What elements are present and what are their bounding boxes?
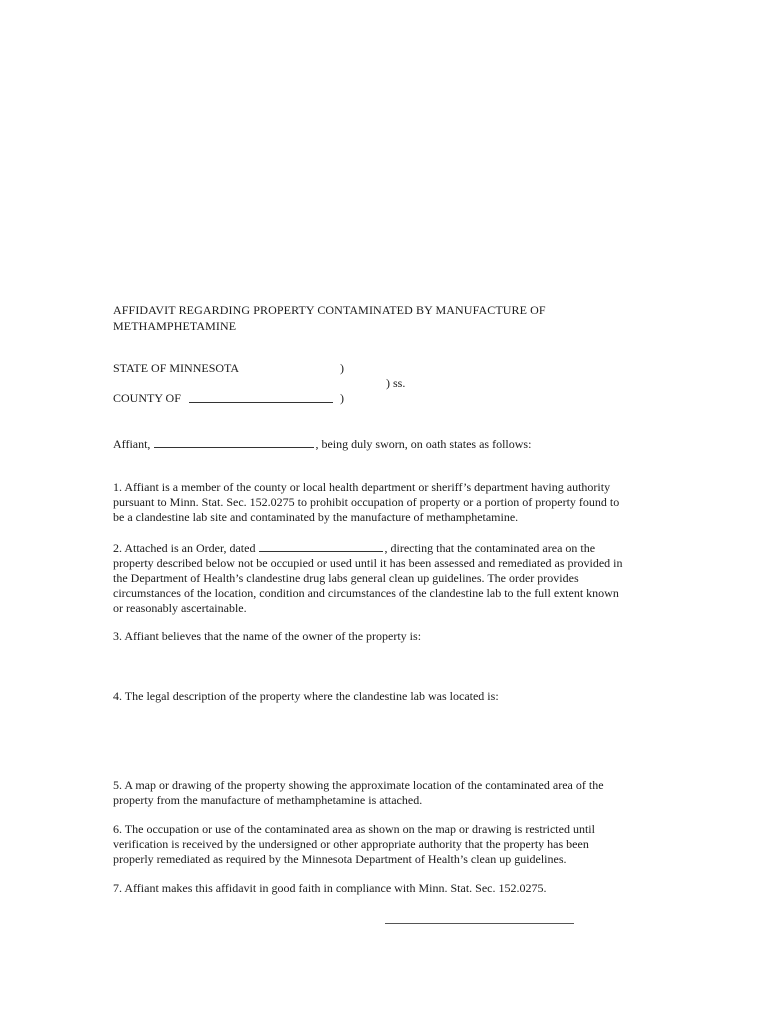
p5-line-1: 5. A map or drawing of the property showing the approximate location of the contaminated area of the	[113, 778, 604, 792]
paragraph-1	[113, 480, 658, 525]
venue-ss: ) ss.	[386, 376, 406, 390]
p1-line-3: be a clandestine lab site and contaminated by the manufacture of methamphetamine.	[113, 510, 519, 524]
affiant-name-blank[interactable]	[154, 436, 314, 448]
p2-line-5: or reasonably ascertainable.	[113, 601, 247, 615]
affiant-prefix: Affiant,	[113, 437, 151, 451]
paragraph-7	[113, 881, 658, 896]
p2-line-2: property described below not be occupied or used until it has been assessed and remediated as provided in	[113, 556, 623, 570]
p1-line-1: 1. Affiant is a member of the county or local health department or sheriff’s department having authority	[113, 480, 611, 494]
paragraph-4	[113, 689, 658, 704]
affiant-line	[113, 436, 531, 452]
county-blank[interactable]	[189, 391, 333, 403]
p7-text: 7. Affiant makes this affidavit in good faith in compliance with Minn. Stat. Sec. 152.0275.	[113, 881, 547, 895]
document-title	[113, 302, 653, 334]
p6-line-2: verification is received by the undersigned or other appropriate authority that the property has been	[113, 837, 589, 851]
p4-text: 4. The legal description of the property where the clandestine lab was located is:	[113, 689, 499, 703]
paragraph-2	[113, 540, 658, 616]
p2-line-4: circumstances of the location, condition and circumstances of the clandestine lab to the full extent known	[113, 586, 619, 600]
state-label: STATE OF MINNESOTA	[113, 361, 240, 375]
p2-suffix: , directing that the contaminated area on the	[384, 541, 596, 555]
p2-line-3: the Department of Health’s clandestine drug labs general clean up guidelines. The order provides	[113, 571, 579, 585]
p1-line-2: pursuant to Minn. Stat. Sec. 152.0275 to prohibit occupation of property or a portion of property found to	[113, 495, 620, 509]
paragraph-6	[113, 822, 658, 867]
venue-paren-2: )	[340, 391, 344, 405]
p5-line-2: property from the manufacture of methamphetamine is attached.	[113, 793, 423, 807]
title-line-1: AFFIDAVIT REGARDING PROPERTY CONTAMINATED BY MANUFACTURE OF	[113, 303, 546, 317]
title-line-2: METHAMPHETAMINE	[113, 319, 237, 333]
p6-line-1: 6. The occupation or use of the contaminated area as shown on the map or drawing is restricted until	[113, 822, 595, 836]
venue-paren-1: )	[340, 361, 344, 375]
signature-line[interactable]	[385, 923, 574, 924]
paragraph-5	[113, 778, 658, 808]
order-date-blank[interactable]	[259, 540, 383, 552]
affiant-suffix: , being duly sworn, on oath states as follows:	[315, 437, 532, 451]
p2-prefix: 2. Attached is an Order, dated	[113, 541, 256, 555]
county-label: COUNTY OF	[113, 391, 181, 405]
p2-line-1	[113, 540, 658, 556]
p3-text: 3. Affiant believes that the name of the owner of the property is:	[113, 629, 422, 643]
paragraph-3	[113, 629, 658, 644]
p6-line-3: properly remediated as required by the Minnesota Department of Health’s clean up guidelines.	[113, 852, 567, 866]
